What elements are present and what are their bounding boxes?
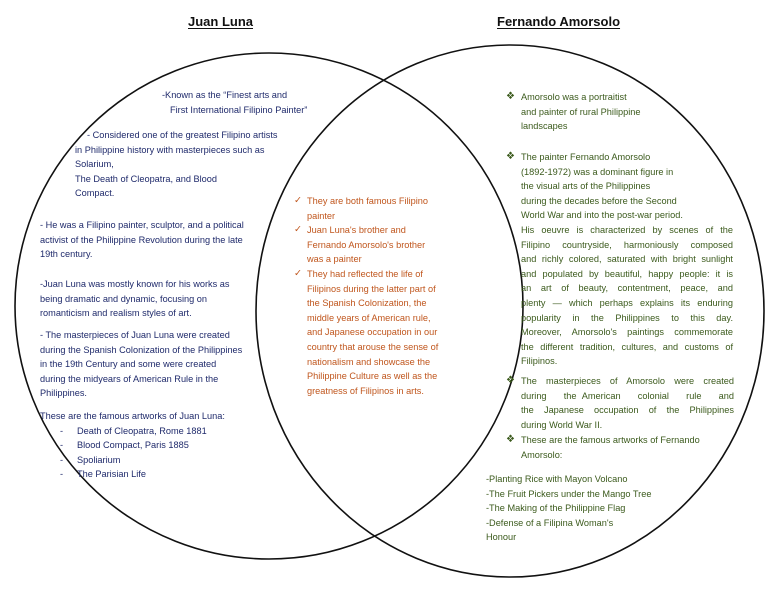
luna-greatest-artists: - Considered one of the greatest Filipino artists in Philippine history with masterpieces such as Solarium, The Death of Cleopatra, and Blood Compact. <box>75 130 278 199</box>
amorsolo-artworks <box>486 472 651 545</box>
amorsolo-portraitist: ❖ Amorsolo was a portraitist and painter of rural Philippine landscapes <box>506 91 641 132</box>
diamond-bullet-icon: ❖ <box>506 434 515 445</box>
both-item-famous: ✓ They are both famous Filipino painter <box>294 195 429 221</box>
luna-artworks-heading: These are the famous artworks of Juan Luna: <box>40 411 225 421</box>
amorsolo-dominant-figure: ❖ The painter Fernando Amorsolo (1892-1972) was a dominant figure in the visual arts of the Philippines during the decades before the Second World War and into the post-war period. <box>506 151 683 221</box>
both-item-brothers: ✓ Juan Luna's brother and Fernando Amorsolo's brother was a painter <box>294 224 426 265</box>
luna-artworks <box>40 409 225 482</box>
amorsolo-oeuvre: His oeuvre is characterized by scenes of the Filipino countryside, harmoniously composed and richly colored, saturated with bright sunlight and populated by beautiful, happy people: it is an art of beauty, contentment, peace, and plenty — which perhaps explains its enduring popularity in the Philippines to this day. Moreover, Amorsolo's paintings commemorate the different tradition, cultures, and customs of Filipinos. <box>521 225 733 367</box>
amorsolo-title: Fernando Amorsolo <box>497 14 621 29</box>
list-item: - The Parisian Life <box>40 467 225 482</box>
juan-luna-title: Juan Luna <box>188 14 254 29</box>
luna-style: -Juan Luna was mostly known for his works as being dramatic and dynamic, focusing on romanticism and realism styles of art. <box>40 279 230 319</box>
list-item: - Death of Cleopatra, Rome 1881 <box>40 424 225 439</box>
list-item: -The Making of the Philippine Flag <box>486 503 626 514</box>
checkmark-icon: ✓ <box>294 267 302 279</box>
amorsolo-masterpieces: ❖ The masterpieces of Amorsolo were created during the American colonial rule and the Japanese occupation of the Philippines during World War II. <box>506 375 734 430</box>
list-item: -Defense of a Filipina Woman's <box>486 517 614 528</box>
diamond-bullet-icon: ❖ <box>506 91 515 102</box>
luna-masterpieces: - The masterpieces of Juan Luna were created during the Spanish Colonization of the Philippines in the 19th Century and some were created during the midyears of American Rule in the Philippines. <box>40 330 243 399</box>
luna-known-as: -Known as the “Finest arts and First International Filipino Painter” <box>162 90 308 115</box>
checkmark-icon: ✓ <box>294 195 302 206</box>
list-item: - Blood Compact, Paris 1885 <box>40 438 225 453</box>
list-item: Honour <box>486 532 517 543</box>
list-item: -The Fruit Pickers under the Mango Tree <box>486 488 652 499</box>
diamond-bullet-icon: ❖ <box>506 151 515 162</box>
amorsolo-artworks-heading: ❖ These are the famous artworks of Fernando Amorsolo: <box>506 434 700 460</box>
both-intersection <box>294 194 456 398</box>
diamond-bullet-icon: ❖ <box>506 375 515 386</box>
both-item-reflected: ✓ They had reflected the life of Filipinos during the latter part of the Spanish Colonization, the middle years of American rule, and Japanese occupation in our country that arouse the sense of nationalism and showcase the Philippine Culture as well as the greatness of Filipinos in arts. <box>294 267 439 396</box>
luna-political-activist: - He was a Filipino painter, sculptor, and a political activist of the Philippine Revolution during the late 19th century. <box>40 220 244 260</box>
list-item: - Spoliarium <box>40 453 225 468</box>
checkmark-icon: ✓ <box>294 224 302 236</box>
list-item: -Planting Rice with Mayon Volcano <box>486 474 628 484</box>
